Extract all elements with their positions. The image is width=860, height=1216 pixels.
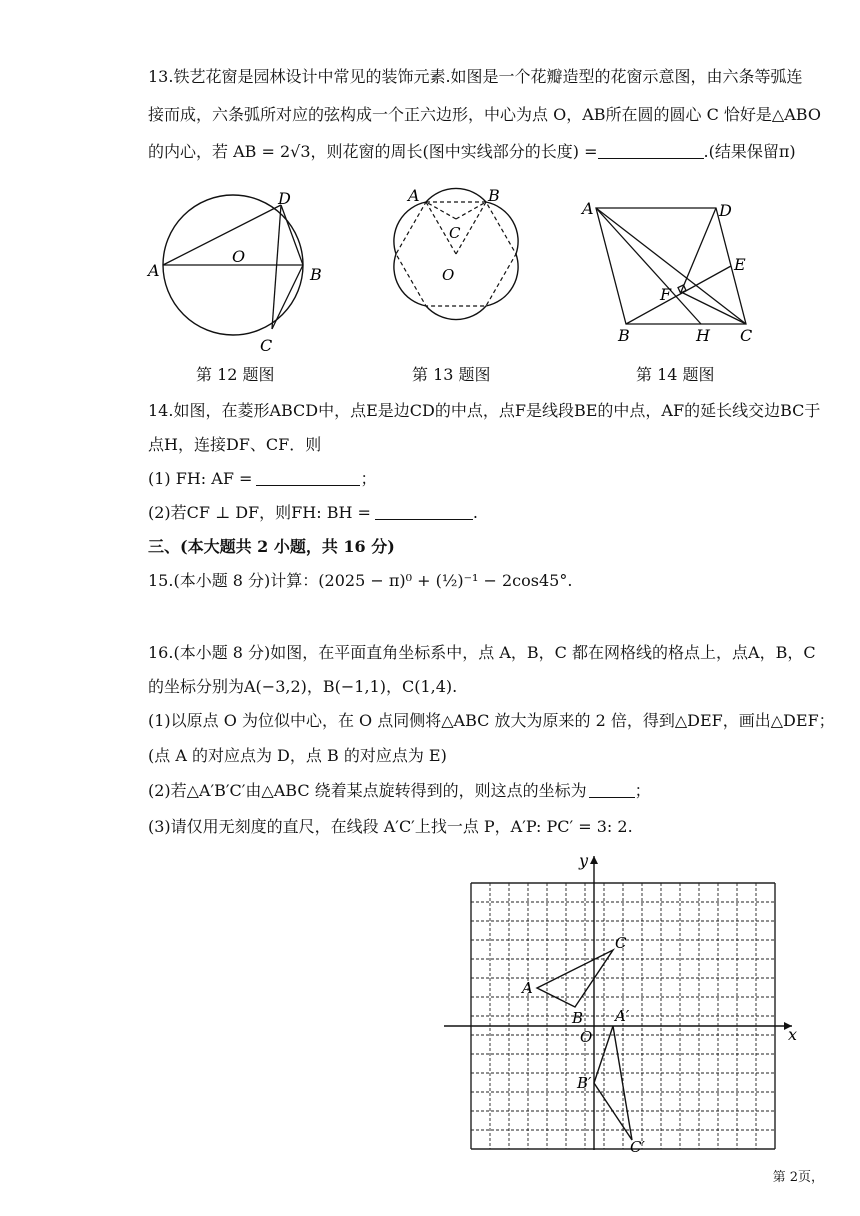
fig12-label-o: O: [232, 247, 246, 266]
q13-line-3-text: 的内心，若 AB = 2√3，则花窗的周长(图中实线部分的长度) =: [148, 142, 598, 161]
q14-part-1-text: (1) FH: AF =: [148, 469, 253, 488]
fig12-label-d: D: [278, 189, 291, 208]
fig14-label-h: H: [696, 326, 710, 345]
q13-line-1: 13.铁艺花窗是园林设计中常见的装饰元素.如图是一个花瓣造型的花窗示意图，由六条等弧连: [148, 67, 803, 86]
q14-part-1-blank[interactable]: [256, 471, 360, 486]
q13-line-3: [148, 139, 796, 162]
fig13-caption: 第 13 题图: [412, 365, 491, 384]
figure-14: [576, 196, 766, 346]
fig14-caption: 第 14 题图: [636, 365, 715, 384]
section-3-title: 三、(本大题共 2 小题，共 16 分): [148, 537, 395, 556]
q13-line-3-suffix: .(结果保留π): [703, 142, 796, 161]
fig13-label-b: B: [488, 186, 500, 205]
fig14-label-f: F: [660, 285, 672, 304]
triangle-a1b1c1: [594, 1026, 632, 1140]
q14-part-2-suffix: .: [472, 503, 478, 522]
triangle-abc: [537, 950, 613, 1007]
q16-line-5-text: (2)若△A′B′C′由△ABC 绕着某点旋转得到的，则这点的坐标为: [148, 781, 587, 800]
origin-label: O: [580, 1028, 593, 1046]
q13-answer-blank[interactable]: [598, 144, 704, 159]
q16-answer-blank[interactable]: [589, 783, 635, 798]
q14-part-2-blank[interactable]: [375, 505, 473, 520]
page-number: 第 2页，: [772, 1170, 824, 1185]
q14-line-2: 点H，连接DF、CF．则: [148, 435, 322, 454]
q16-line-2: 的坐标分别为A(−3,2)，B(−1,1)，C(1,4).: [148, 677, 458, 696]
y-axis-arrow: [590, 856, 598, 864]
q14-part-1-suffix: ；: [360, 469, 377, 488]
q14-part-1: [148, 466, 376, 489]
axes: [444, 856, 792, 1150]
y-axis-label: y: [579, 851, 589, 870]
figure-13: [372, 180, 536, 360]
q13-line-2: 接而成，六条弧所对应的弦构成一个正六边形，中心为点 O，AB所在圆的圆心 C 恰好是△ABO: [148, 105, 821, 124]
fig12-label-c: C: [260, 336, 273, 355]
fig13-label-o: O: [442, 266, 455, 284]
fig12-caption: 第 12 题图: [196, 365, 275, 384]
fig14-label-a: A: [582, 199, 594, 218]
coordinate-grid: [444, 850, 804, 1155]
q16-line-1: 16.(本小题 8 分)如图，在平面直角坐标系中，点 A，B，C 都在网格线的格点上，点A，B，C: [148, 643, 816, 662]
q16-line-3: (1)以原点 O 为位似中心，在 O 点同侧将△ABC 放大为原来的 2 倍，得到△DEF，画出△DEF；: [148, 711, 835, 730]
fig13-label-c: C: [449, 224, 461, 242]
fig12-label-a: A: [148, 261, 160, 280]
label-a-prime: A′: [615, 1007, 630, 1025]
fig12-label-b: B: [310, 265, 322, 284]
fig14-label-e: E: [734, 255, 746, 274]
fig14-label-b: B: [618, 326, 630, 345]
q16-line-4: (点 A 的对应点为 D，点 B 的对应点为 E): [148, 746, 447, 765]
q14-part-2: [148, 500, 478, 523]
q16-line-6: (3)请仅用无刻度的直尺，在线段 A′C′上找一点 P，A′P: PC′ = 3: 2.: [148, 817, 633, 836]
q16-line-5: [148, 778, 651, 801]
x-axis-label: x: [788, 1025, 798, 1044]
label-b: B: [572, 1009, 584, 1027]
q16-line-5-suffix: ；: [634, 781, 651, 800]
label-c: C: [615, 934, 627, 952]
fig14-label-d: D: [719, 201, 732, 220]
label-b-prime: B′: [577, 1074, 592, 1092]
figure-12: [140, 188, 340, 356]
fig13-label-a: A: [408, 186, 420, 205]
fig14-label-c: C: [740, 326, 753, 345]
grid-labels: [520, 851, 797, 1155]
q15-text: 15.(本小题 8 分)计算：(2025 − π)⁰ + (½)⁻¹ − 2cos45°.: [148, 571, 573, 590]
label-c-prime: C′: [630, 1138, 645, 1155]
q14-line-1: 14.如图，在菱形ABCD中，点E是边CD的中点，点F是线段BE的中点，AF的延长线交边BC于: [148, 401, 821, 420]
q14-part-2-text: (2)若CF ⊥ DF，则FH: BH =: [148, 503, 371, 522]
label-a: A: [522, 979, 533, 997]
